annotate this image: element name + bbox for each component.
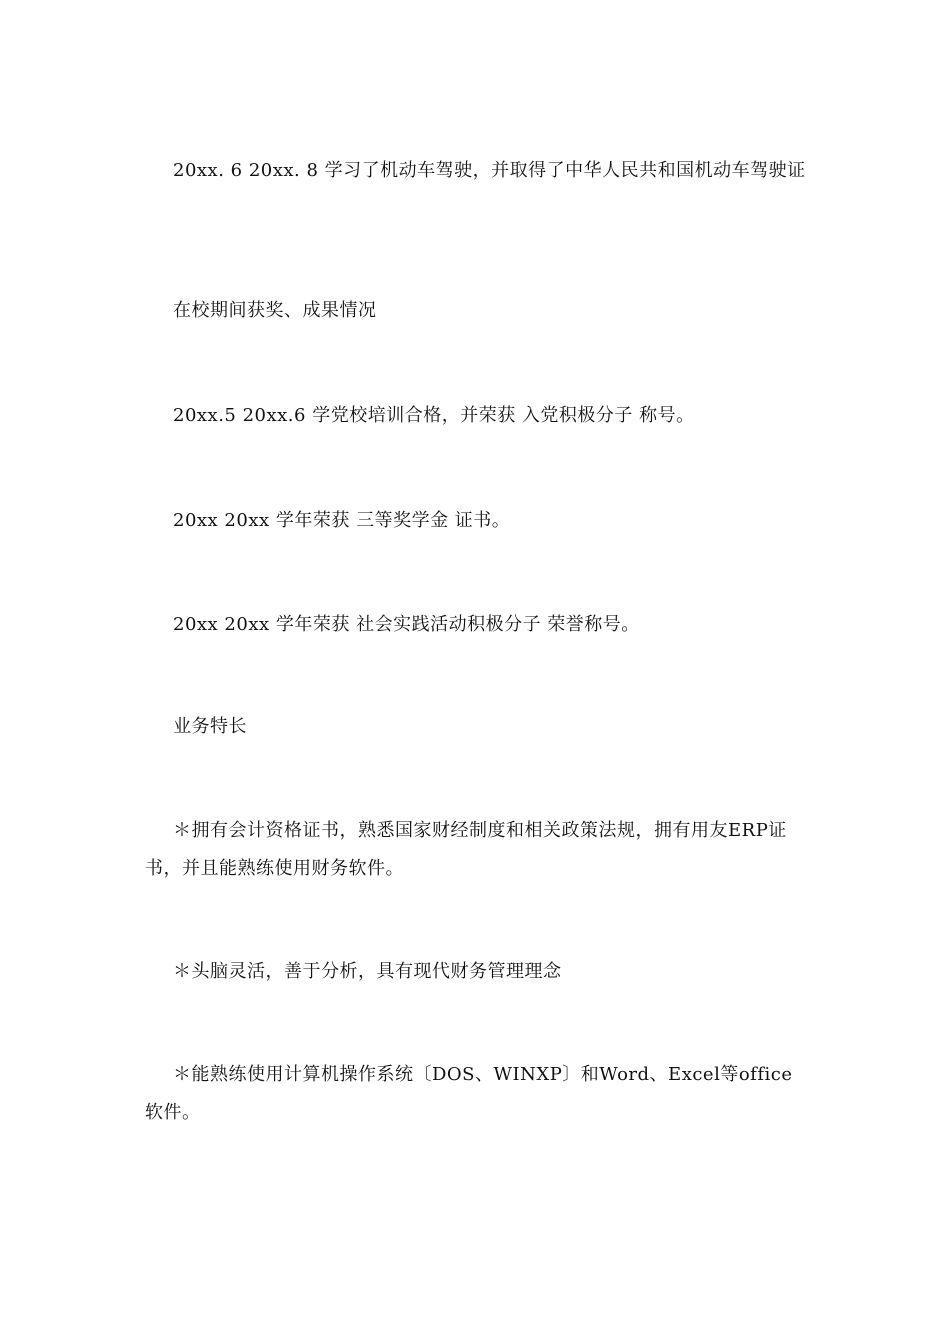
paragraph-scholarship: 20xx 20xx 学年荣获 三等奖学金 证书。 <box>173 510 511 531</box>
heading-skills: 业务特长 <box>173 716 247 737</box>
paragraph-social-practice: 20xx 20xx 学年荣获 社会实践活动积极分子 荣誉称号。 <box>173 614 640 635</box>
heading-awards: 在校期间获奖、成果情况 <box>173 300 377 321</box>
paragraph-computer-skills: ＊能熟练使用计算机操作系统〔DOS、WINXP〕和Word、Excel等office软件。 <box>145 1064 793 1123</box>
paragraph-accounting-cert: ＊拥有会计资格证书，熟悉国家财经制度和相关政策法规，拥有用友ERP证书，并且能熟练使用财务软件。 <box>145 820 787 879</box>
paragraph-party-school: 20xx.5 20xx.6 学党校培训合格，并荣获 入党积极分子 称号。 <box>173 405 695 426</box>
paragraph-analysis: ＊头脑灵活，善于分析，具有现代财务管理理念 <box>173 961 562 982</box>
paragraph-driving-license: 20xx. 6 20xx. 8 学习了机动车驾驶，并取得了中华人民共和国机动车驾驶证 <box>173 160 806 181</box>
